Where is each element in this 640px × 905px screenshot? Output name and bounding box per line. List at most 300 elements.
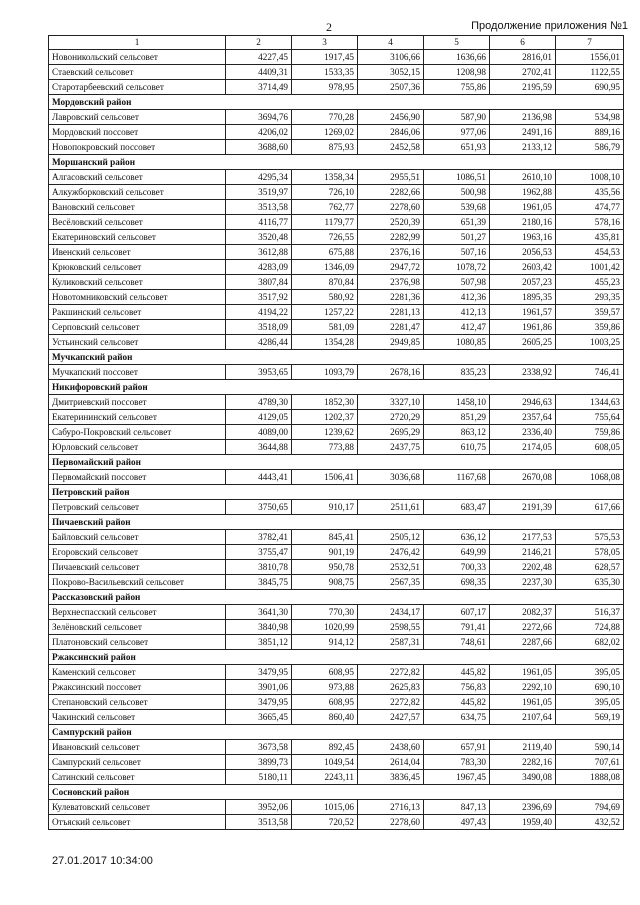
value-cell: 675,88 [292, 245, 358, 260]
table-row [49, 800, 624, 815]
value-cell: 607,17 [424, 605, 490, 620]
value-cell: 2716,13 [358, 800, 424, 815]
column-header: 2 [226, 36, 292, 50]
district-row [49, 515, 624, 530]
value-cell: 845,41 [292, 530, 358, 545]
value-cell: 746,41 [556, 365, 624, 380]
settlement-name: Крюковский сельсовет [49, 260, 226, 275]
value-cell: 4116,77 [226, 215, 292, 230]
value-cell: 1961,57 [490, 305, 556, 320]
value-cell: 435,56 [556, 185, 624, 200]
value-cell: 1086,51 [424, 170, 490, 185]
value-cell: 3840,98 [226, 620, 292, 635]
value-cell: 2119,40 [490, 740, 556, 755]
value-cell: 578,05 [556, 545, 624, 560]
print-timestamp: 27.01.2017 10:34:00 [52, 855, 153, 867]
table-row [49, 425, 624, 440]
value-cell: 1179,77 [292, 215, 358, 230]
value-cell: 773,88 [292, 440, 358, 455]
settlement-name: Петровский сельсовет [49, 500, 226, 515]
value-cell: 497,43 [424, 815, 490, 830]
value-cell: 2282,99 [358, 230, 424, 245]
page-number: 2 [326, 20, 332, 34]
settlement-name: Ракшинский сельсовет [49, 305, 226, 320]
value-cell: 3665,45 [226, 710, 292, 725]
value-cell: 851,29 [424, 410, 490, 425]
value-cell: 2520,39 [358, 215, 424, 230]
value-cell: 1458,10 [424, 395, 490, 410]
value-cell: 412,36 [424, 290, 490, 305]
settlement-name: Серповский сельсовет [49, 320, 226, 335]
value-cell: 617,66 [556, 500, 624, 515]
value-cell: 3641,30 [226, 605, 292, 620]
value-cell: 1895,35 [490, 290, 556, 305]
table-row [49, 620, 624, 635]
value-cell: 608,95 [292, 665, 358, 680]
value-cell: 2437,75 [358, 440, 424, 455]
column-header: 4 [358, 36, 424, 50]
table-row [49, 665, 624, 680]
value-cell: 2237,30 [490, 575, 556, 590]
value-cell: 2243,11 [292, 770, 358, 785]
value-cell: 870,84 [292, 275, 358, 290]
value-cell: 2278,60 [358, 815, 424, 830]
table-row [49, 125, 624, 140]
value-cell: 720,52 [292, 815, 358, 830]
value-cell: 977,06 [424, 125, 490, 140]
value-cell: 454,53 [556, 245, 624, 260]
table-row [49, 680, 624, 695]
value-cell: 2949,85 [358, 335, 424, 350]
value-cell: 1556,01 [556, 50, 624, 65]
value-cell: 950,78 [292, 560, 358, 575]
value-cell: 2376,98 [358, 275, 424, 290]
value-cell: 608,95 [292, 695, 358, 710]
value-cell: 1122,55 [556, 65, 624, 80]
column-header: 3 [292, 36, 358, 50]
settlement-name: Каменский сельсовет [49, 665, 226, 680]
value-cell: 1003,25 [556, 335, 624, 350]
value-cell: 3901,06 [226, 680, 292, 695]
value-cell: 2338,92 [490, 365, 556, 380]
value-cell: 1093,79 [292, 365, 358, 380]
district-name: Моршанский район [49, 155, 624, 170]
value-cell: 2505,12 [358, 530, 424, 545]
value-cell: 649,99 [424, 545, 490, 560]
value-cell: 1202,37 [292, 410, 358, 425]
value-cell: 1358,34 [292, 170, 358, 185]
settlement-name: Мордовский поссовет [49, 125, 226, 140]
value-cell: 3612,88 [226, 245, 292, 260]
settlement-name: Зелёновский сельсовет [49, 620, 226, 635]
value-cell: 539,68 [424, 200, 490, 215]
value-cell: 2438,60 [358, 740, 424, 755]
table-row [49, 695, 624, 710]
value-cell: 610,75 [424, 440, 490, 455]
settlement-name: Новотомниковский сельсовет [49, 290, 226, 305]
value-cell: 4194,22 [226, 305, 292, 320]
district-row [49, 155, 624, 170]
value-cell: 4295,34 [226, 170, 292, 185]
value-cell: 435,81 [556, 230, 624, 245]
value-cell: 1533,35 [292, 65, 358, 80]
value-cell: 1049,54 [292, 755, 358, 770]
value-cell: 794,69 [556, 800, 624, 815]
value-cell: 2107,64 [490, 710, 556, 725]
value-cell: 2532,51 [358, 560, 424, 575]
table-row [49, 260, 624, 275]
value-cell: 2670,08 [490, 470, 556, 485]
value-cell: 726,55 [292, 230, 358, 245]
table-row [49, 710, 624, 725]
table-row [49, 545, 624, 560]
value-cell: 700,33 [424, 560, 490, 575]
table-row [49, 140, 624, 155]
value-cell: 2947,72 [358, 260, 424, 275]
value-cell: 1078,72 [424, 260, 490, 275]
table-row [49, 770, 624, 785]
settlement-name: Куликовский сельсовет [49, 275, 226, 290]
table-row [49, 200, 624, 215]
value-cell: 4089,00 [226, 425, 292, 440]
table-row [49, 65, 624, 80]
value-cell: 3782,41 [226, 530, 292, 545]
value-cell: 682,02 [556, 635, 624, 650]
value-cell: 293,35 [556, 290, 624, 305]
table-row [49, 110, 624, 125]
table-row [49, 635, 624, 650]
value-cell: 770,28 [292, 110, 358, 125]
table-row [49, 335, 624, 350]
value-cell: 2174,05 [490, 440, 556, 455]
value-cell: 412,47 [424, 320, 490, 335]
value-cell: 569,19 [556, 710, 624, 725]
settlement-name: Чакинский сельсовет [49, 710, 226, 725]
settlement-name: Новопокровский поссовет [49, 140, 226, 155]
table-row [49, 740, 624, 755]
table-row [49, 560, 624, 575]
table-row [49, 170, 624, 185]
value-cell: 2281,13 [358, 305, 424, 320]
value-cell: 835,23 [424, 365, 490, 380]
value-cell: 2702,41 [490, 65, 556, 80]
value-cell: 5180,11 [226, 770, 292, 785]
value-cell: 759,86 [556, 425, 624, 440]
value-cell: 2195,59 [490, 80, 556, 95]
value-cell: 1344,63 [556, 395, 624, 410]
settlement-name: Отъяский сельсовет [49, 815, 226, 830]
settlement-name: Верхнеспасский сельсовет [49, 605, 226, 620]
value-cell: 1008,10 [556, 170, 624, 185]
column-header: 5 [424, 36, 490, 50]
value-cell: 578,16 [556, 215, 624, 230]
district-name: Мучкапский район [49, 350, 624, 365]
settlement-name: Весёловский сельсовет [49, 215, 226, 230]
table-row [49, 410, 624, 425]
value-cell: 2292,10 [490, 680, 556, 695]
value-cell: 3750,65 [226, 500, 292, 515]
table-row [49, 320, 624, 335]
value-cell: 3688,60 [226, 140, 292, 155]
value-cell: 2133,12 [490, 140, 556, 155]
value-cell: 973,88 [292, 680, 358, 695]
value-cell: 748,61 [424, 635, 490, 650]
value-cell: 501,27 [424, 230, 490, 245]
value-cell: 2357,64 [490, 410, 556, 425]
table-row [49, 395, 624, 410]
value-cell: 2720,29 [358, 410, 424, 425]
value-cell: 1269,02 [292, 125, 358, 140]
settlement-name: Стаевский сельсовет [49, 65, 226, 80]
value-cell: 500,98 [424, 185, 490, 200]
value-cell: 901,19 [292, 545, 358, 560]
value-cell: 590,14 [556, 740, 624, 755]
value-cell: 575,53 [556, 530, 624, 545]
value-cell: 1959,40 [490, 815, 556, 830]
value-cell: 2678,16 [358, 365, 424, 380]
value-cell: 791,41 [424, 620, 490, 635]
value-cell: 690,95 [556, 80, 624, 95]
header-row [49, 36, 624, 50]
value-cell: 1963,16 [490, 230, 556, 245]
settlement-name: Первомайский поссовет [49, 470, 226, 485]
table-row [49, 185, 624, 200]
value-cell: 3810,78 [226, 560, 292, 575]
value-cell: 587,90 [424, 110, 490, 125]
value-cell: 2846,06 [358, 125, 424, 140]
value-cell: 2180,16 [490, 215, 556, 230]
settlement-name: Платоновский сельсовет [49, 635, 226, 650]
data-table [48, 35, 624, 830]
value-cell: 359,86 [556, 320, 624, 335]
value-cell: 3644,88 [226, 440, 292, 455]
value-cell: 698,35 [424, 575, 490, 590]
value-cell: 1852,30 [292, 395, 358, 410]
value-cell: 634,75 [424, 710, 490, 725]
value-cell: 1961,05 [490, 695, 556, 710]
column-header: 7 [556, 36, 624, 50]
settlement-name: Ржаксинский поссовет [49, 680, 226, 695]
table-row [49, 290, 624, 305]
value-cell: 1020,99 [292, 620, 358, 635]
value-cell: 755,64 [556, 410, 624, 425]
table-row [49, 575, 624, 590]
value-cell: 2272,82 [358, 665, 424, 680]
settlement-name: Байловский сельсовет [49, 530, 226, 545]
value-cell: 581,09 [292, 320, 358, 335]
district-row [49, 455, 624, 470]
value-cell: 2272,66 [490, 620, 556, 635]
value-cell: 534,98 [556, 110, 624, 125]
value-cell: 2057,23 [490, 275, 556, 290]
settlement-name: Покрово-Васильевский сельсовет [49, 575, 226, 590]
value-cell: 2456,90 [358, 110, 424, 125]
district-name: Первомайский район [49, 455, 624, 470]
value-cell: 2136,98 [490, 110, 556, 125]
value-cell: 892,45 [292, 740, 358, 755]
value-cell: 2272,82 [358, 695, 424, 710]
value-cell: 2695,29 [358, 425, 424, 440]
value-cell: 1080,85 [424, 335, 490, 350]
value-cell: 1961,86 [490, 320, 556, 335]
district-row [49, 350, 624, 365]
settlement-name: Алгасовский сельсовет [49, 170, 226, 185]
value-cell: 628,57 [556, 560, 624, 575]
value-cell: 847,13 [424, 800, 490, 815]
value-cell: 3479,95 [226, 695, 292, 710]
value-cell: 910,17 [292, 500, 358, 515]
value-cell: 4283,09 [226, 260, 292, 275]
value-cell: 914,12 [292, 635, 358, 650]
value-cell: 455,23 [556, 275, 624, 290]
value-cell: 707,61 [556, 755, 624, 770]
value-cell: 3513,58 [226, 200, 292, 215]
settlement-name: Ивенский сельсовет [49, 245, 226, 260]
district-name: Сосновский район [49, 785, 624, 800]
value-cell: 2281,47 [358, 320, 424, 335]
table-row [49, 500, 624, 515]
value-cell: 2476,42 [358, 545, 424, 560]
value-cell: 3694,76 [226, 110, 292, 125]
value-cell: 690,10 [556, 680, 624, 695]
value-cell: 2396,69 [490, 800, 556, 815]
value-cell: 1068,08 [556, 470, 624, 485]
continuation-label: Продолжение приложения №1 [471, 20, 628, 32]
value-cell: 3036,68 [358, 470, 424, 485]
table-row [49, 215, 624, 230]
value-cell: 1506,41 [292, 470, 358, 485]
value-cell: 3490,08 [490, 770, 556, 785]
settlement-name: Сабуро-Покровский сельсовет [49, 425, 226, 440]
value-cell: 4443,41 [226, 470, 292, 485]
value-cell: 1962,88 [490, 185, 556, 200]
value-cell: 2603,42 [490, 260, 556, 275]
settlement-name: Ивановский сельсовет [49, 740, 226, 755]
value-cell: 1208,98 [424, 65, 490, 80]
value-cell: 2082,37 [490, 605, 556, 620]
value-cell: 2177,53 [490, 530, 556, 545]
settlement-name: Лавровский сельсовет [49, 110, 226, 125]
value-cell: 608,05 [556, 440, 624, 455]
table-row [49, 755, 624, 770]
district-row [49, 650, 624, 665]
value-cell: 4129,05 [226, 410, 292, 425]
value-cell: 3807,84 [226, 275, 292, 290]
value-cell: 3518,09 [226, 320, 292, 335]
settlement-name: Пичаевский сельсовет [49, 560, 226, 575]
district-row [49, 725, 624, 740]
table-row [49, 230, 624, 245]
district-name: Ржаксинский район [49, 650, 624, 665]
district-name: Петровский район [49, 485, 624, 500]
settlement-name: Юрловский сельсовет [49, 440, 226, 455]
value-cell: 1961,05 [490, 665, 556, 680]
value-cell: 3479,95 [226, 665, 292, 680]
settlement-name: Устьинский сельсовет [49, 335, 226, 350]
settlement-name: Екатерининский сельсовет [49, 410, 226, 425]
value-cell: 445,82 [424, 695, 490, 710]
value-cell: 3845,75 [226, 575, 292, 590]
value-cell: 1346,09 [292, 260, 358, 275]
value-cell: 683,47 [424, 500, 490, 515]
value-cell: 516,37 [556, 605, 624, 620]
value-cell: 2281,36 [358, 290, 424, 305]
value-cell: 4286,44 [226, 335, 292, 350]
value-cell: 762,77 [292, 200, 358, 215]
value-cell: 4789,30 [226, 395, 292, 410]
settlement-name: Степановский сельсовет [49, 695, 226, 710]
value-cell: 635,30 [556, 575, 624, 590]
value-cell: 3520,48 [226, 230, 292, 245]
value-cell: 636,12 [424, 530, 490, 545]
value-cell: 580,92 [292, 290, 358, 305]
table-row [49, 530, 624, 545]
value-cell: 445,82 [424, 665, 490, 680]
column-header: 1 [49, 36, 226, 50]
value-cell: 4206,02 [226, 125, 292, 140]
column-header: 6 [490, 36, 556, 50]
value-cell: 4409,31 [226, 65, 292, 80]
value-cell: 2610,10 [490, 170, 556, 185]
value-cell: 3327,10 [358, 395, 424, 410]
value-cell: 2336,40 [490, 425, 556, 440]
value-cell: 2278,60 [358, 200, 424, 215]
value-cell: 1636,66 [424, 50, 490, 65]
table-row [49, 815, 624, 830]
value-cell: 2146,21 [490, 545, 556, 560]
value-cell: 2567,35 [358, 575, 424, 590]
value-cell: 2614,04 [358, 755, 424, 770]
settlement-name: Дмитриевский поссовет [49, 395, 226, 410]
value-cell: 2202,48 [490, 560, 556, 575]
value-cell: 2056,53 [490, 245, 556, 260]
value-cell: 2282,66 [358, 185, 424, 200]
value-cell: 2191,39 [490, 500, 556, 515]
value-cell: 3755,47 [226, 545, 292, 560]
value-cell: 1015,06 [292, 800, 358, 815]
table-row [49, 440, 624, 455]
value-cell: 3952,06 [226, 800, 292, 815]
value-cell: 1917,45 [292, 50, 358, 65]
district-row [49, 590, 624, 605]
district-row [49, 380, 624, 395]
value-cell: 651,39 [424, 215, 490, 230]
value-cell: 3899,73 [226, 755, 292, 770]
value-cell: 1967,45 [424, 770, 490, 785]
value-cell: 1888,08 [556, 770, 624, 785]
district-name: Рассказовский район [49, 590, 624, 605]
district-row [49, 785, 624, 800]
value-cell: 1167,68 [424, 470, 490, 485]
district-name: Сампурский район [49, 725, 624, 740]
value-cell: 3673,58 [226, 740, 292, 755]
table-row [49, 470, 624, 485]
value-cell: 860,40 [292, 710, 358, 725]
value-cell: 978,95 [292, 80, 358, 95]
value-cell: 2625,83 [358, 680, 424, 695]
value-cell: 359,57 [556, 305, 624, 320]
value-cell: 1001,42 [556, 260, 624, 275]
settlement-name: Егоровский сельсовет [49, 545, 226, 560]
value-cell: 1961,05 [490, 200, 556, 215]
table-row [49, 365, 624, 380]
value-cell: 2587,31 [358, 635, 424, 650]
value-cell: 2946,63 [490, 395, 556, 410]
value-cell: 2507,36 [358, 80, 424, 95]
settlement-name: Сампурский сельсовет [49, 755, 226, 770]
district-row [49, 95, 624, 110]
value-cell: 4227,45 [226, 50, 292, 65]
